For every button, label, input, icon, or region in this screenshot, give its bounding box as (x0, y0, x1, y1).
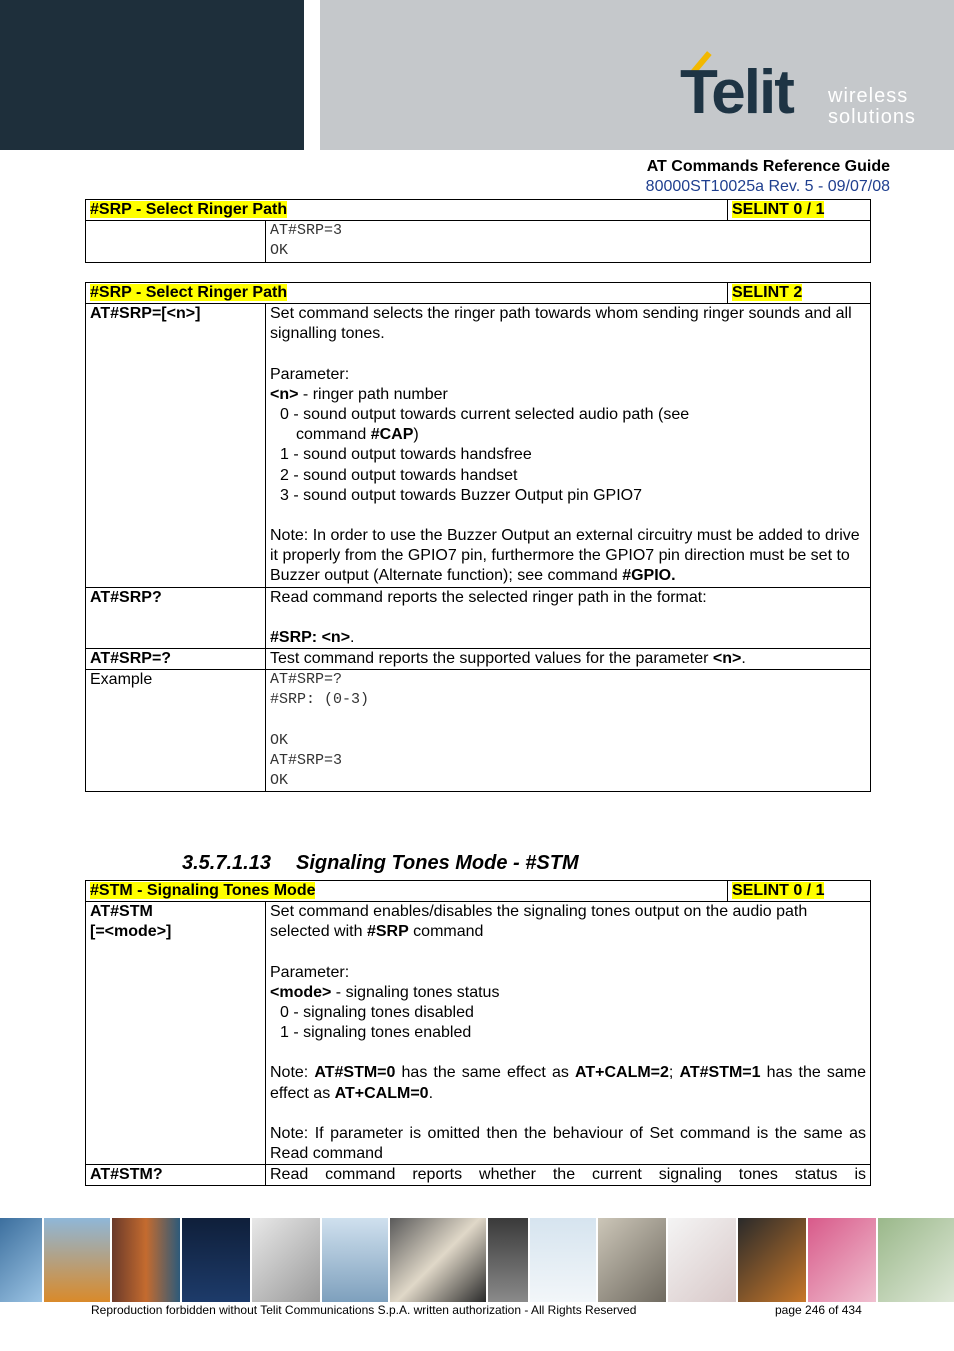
command-cell: AT#SRP=? (86, 649, 266, 670)
footer-photo (182, 1218, 250, 1302)
logo-tagline-1: wireless (828, 85, 909, 107)
header-dark-panel (0, 0, 304, 150)
table-row (86, 587, 871, 648)
description-cell: Test command reports the supported values for the parameter <n>. (266, 649, 871, 670)
footer-image-strip (0, 1218, 954, 1302)
table-header-row (86, 283, 871, 304)
footer-photo (252, 1218, 320, 1302)
logo-tagline-2: solutions (828, 106, 916, 128)
table-title: #SRP - Select Ringer Path (90, 284, 288, 301)
selint-badge: SELINT 0 / 1 (732, 201, 825, 218)
footer-photo (322, 1218, 388, 1302)
command-cell: AT#STM [=<mode>] (86, 902, 266, 1165)
description-cell: Read command reports the selected ringer path in the format: #SRP: <n>. (266, 587, 871, 648)
table-header-row (86, 200, 871, 221)
table-title: #SRP - Select Ringer Path (90, 201, 288, 218)
footer-photo (878, 1218, 954, 1302)
stm-table (85, 880, 871, 1186)
footer-photo (738, 1218, 806, 1302)
example-cell: AT#SRP=? #SRP: (0-3) OK AT#SRP=3 OK (266, 670, 871, 792)
command-cell: AT#SRP=[<n>] (86, 304, 266, 587)
description-cell: Set command enables/disables the signaling tones output on the audio path selected with #SRP command Parameter: <mode> - signaling tones status 0 - signaling tones disabled 1 - signaling tones enabled Note: AT#STM=0 has the same effect as AT+CALM=2; AT#STM=1 has the same effect as AT+CALM=0. Note: If parameter is omitted then the behaviour of Set command is the same as Read command (266, 902, 871, 1165)
section-title: Signaling Tones Mode - #STM (296, 852, 579, 874)
srp-table-selint01 (85, 199, 871, 263)
footer-copyright: Reproduction forbidden without Telit Communications S.p.A. written authorization - All Rights Reserved (91, 1303, 637, 1317)
logo-tagline (828, 86, 916, 128)
guide-revision: 80000ST10025a Rev. 5 - 09/07/08 (645, 178, 890, 195)
table-header-row (86, 881, 871, 902)
guide-title: AT Commands Reference Guide (646, 158, 890, 175)
table-row (86, 902, 871, 1165)
table-row (86, 649, 871, 670)
description-cell: Read command reports whether the current signaling tones status is (266, 1165, 871, 1186)
code-line: AT#SRP=3 (270, 222, 343, 240)
command-cell: Example (86, 670, 266, 792)
footer-photo (668, 1218, 736, 1302)
footer-photo (390, 1218, 486, 1302)
table-row (86, 670, 871, 792)
logo-word: Telit (680, 58, 793, 127)
telit-logo (676, 48, 936, 132)
selint-badge: SELINT 2 (732, 284, 803, 301)
description-cell: Set command selects the ringer path towards whom sending ringer sounds and all signalling tones. Parameter: <n> - ringer path number 0 - sound output towards current selected audio path (see command #CAP) 1 - sound output towards handsfree 2 - sound output towards handset 3 - sound output towards Buzzer Output pin GPIO7 Note: In order to use the Buzzer Output an external circuitry must be added to drive it properly from the GPIO7 pin, furthermore the GPIO7 pin direction must be set to Buzzer output (Alternate function); see command #GPIO. (266, 304, 871, 587)
footer-photo (808, 1218, 876, 1302)
table-title: #STM - Signaling Tones Mode (90, 882, 316, 899)
command-cell: AT#SRP? (86, 587, 266, 648)
code-line: OK (270, 242, 289, 260)
footer-photo (530, 1218, 596, 1302)
selint-badge: SELINT 0 / 1 (732, 882, 825, 899)
command-cell: AT#STM? (86, 1165, 266, 1186)
srp-table-selint2 (85, 282, 871, 792)
section-number: 3.5.7.1.13 (182, 852, 271, 874)
table-row (86, 221, 871, 262)
footer-photo (112, 1218, 180, 1302)
table-row (86, 304, 871, 587)
section-heading (182, 852, 579, 875)
page-number: page 246 of 434 (775, 1303, 862, 1317)
footer-photo (598, 1218, 666, 1302)
footer-photo (488, 1218, 528, 1302)
footer-photo (0, 1218, 42, 1302)
table-row (86, 1165, 871, 1186)
footer-photo (44, 1218, 110, 1302)
